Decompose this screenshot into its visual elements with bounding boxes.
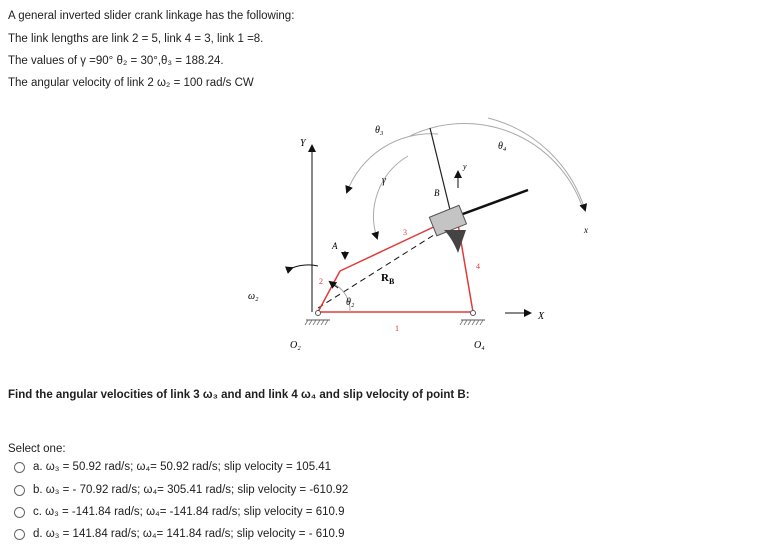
omega2-label: ω₂ [248,291,259,302]
radio-button[interactable] [14,462,25,473]
radio-button[interactable] [14,485,25,496]
theta3-arc [347,134,438,192]
select-one-label: Select one: [8,443,66,455]
radio-button[interactable] [14,507,25,518]
answer-option-d[interactable] [14,525,345,543]
answer-option-a[interactable] [14,458,331,476]
rb-dashed-line [318,228,445,308]
x-axis-label: X [538,311,545,322]
link-2-label: 2 [319,277,323,286]
theta2-label: θ₂ [346,297,355,308]
link-4-label: 4 [476,262,480,271]
link-3 [340,224,440,271]
answer-option-c[interactable] [14,503,344,521]
radio-button[interactable] [14,529,25,540]
question-prompt: Find the angular velocities of link 3 ω₃ and and link 4 ω₄ and slip velocity of point B: [8,389,470,401]
o4-label: O₄ [474,340,485,351]
answer-option-label: c. ω₃ = -141.84 rad/s; ω₄= -141.84 rad/s; slip velocity = 610.9 [33,506,345,518]
slider-rod [430,128,452,218]
answer-option-label: b. ω₃ = - 70.92 rad/s; ω₄= 305.41 rad/s; slip velocity = -610.92 [33,484,349,496]
theta4-arc-2 [488,118,585,210]
rb-label: $R_B$ [381,272,395,286]
gamma-label: γ [382,175,386,186]
question-line-1: A general inverted slider crank linkage has the following: [8,10,295,22]
gamma-arc [374,156,408,238]
o2-label: O₂ [290,340,301,351]
local-y-label: y [463,162,467,171]
omega2-arc [292,265,318,268]
question-line-4: The angular velocity of link 2 ω₂ = 100 rad/s CW [8,77,254,89]
slider-x-label: x [584,225,588,235]
point-b-label: B [434,188,440,198]
slider-axis-line [452,190,528,218]
theta3-label: θ₃ [375,125,384,136]
y-axis-label: Y [300,138,306,149]
link-3-label: 3 [403,228,407,237]
answer-option-label: d. ω₃ = 141.84 rad/s; ω₄= 141.84 rad/s; slip velocity = - 610.9 [33,528,345,540]
linkage-diagram [230,108,610,358]
point-a-label: A [332,241,338,251]
question-line-2: The link lengths are link 2 = 5, link 4 = 3, link 1 =8. [8,33,264,45]
question-line-3: The values of γ =90° θ₂ = 30°,θ₃ = 188.24. [8,55,224,67]
link-1-label: 1 [395,324,399,333]
theta4-label: θ₄ [498,141,507,152]
answer-option-label: a. ω₃ = 50.92 rad/s; ω₄= 50.92 rad/s; slip velocity = 105.41 [33,461,332,473]
answer-option-b[interactable] [14,481,348,499]
